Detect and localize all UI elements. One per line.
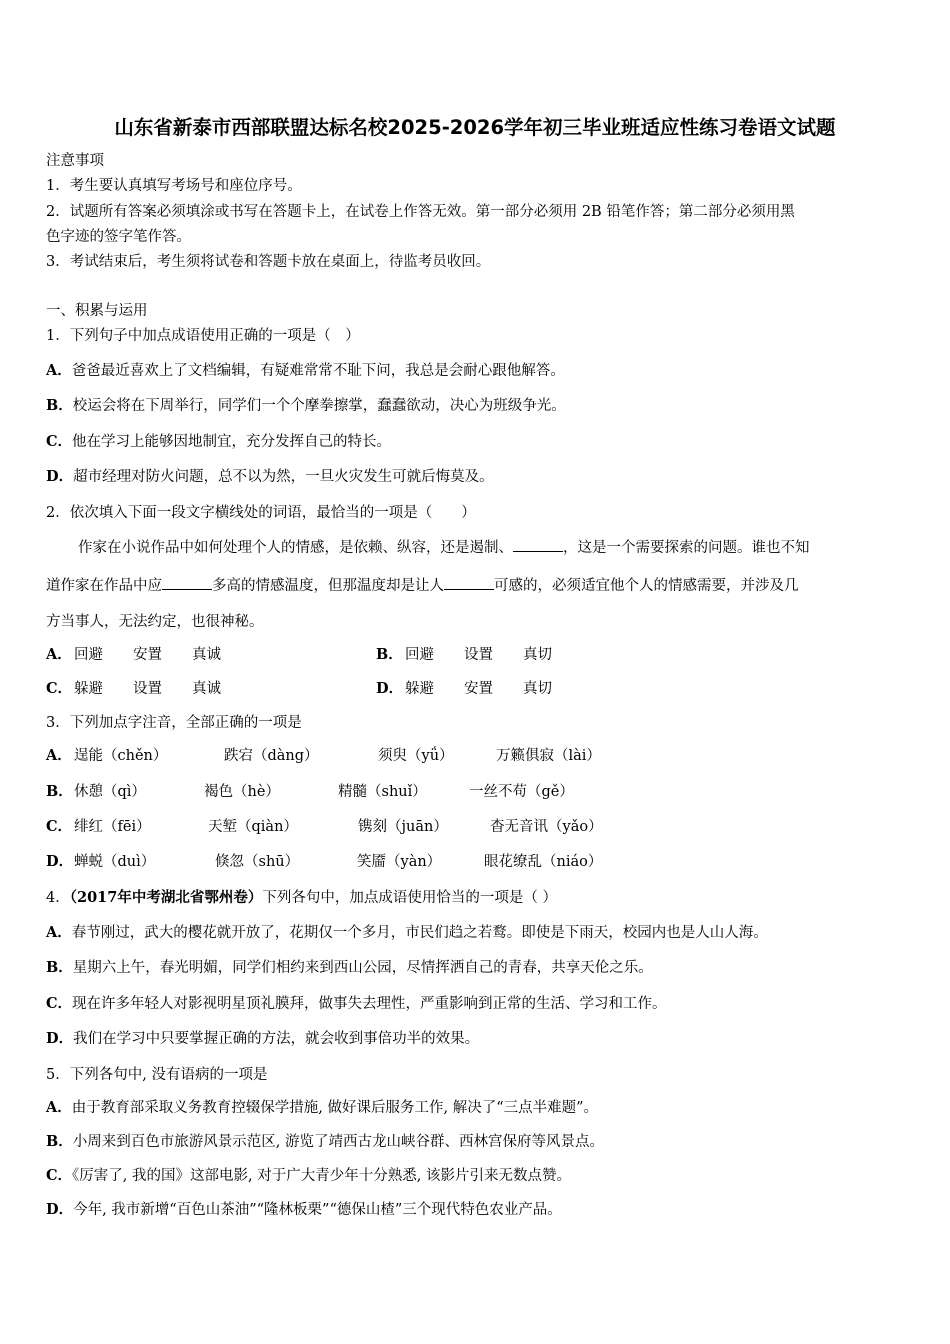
option-word: 回避 <box>405 647 434 663</box>
option-word: 真诚 <box>192 681 221 697</box>
option-label: C． <box>46 433 73 450</box>
option-row <box>46 396 566 416</box>
option-label: D． <box>46 1030 74 1047</box>
option-label: C． <box>46 818 73 835</box>
option-word: 躲避 <box>74 681 103 697</box>
option-label: D． <box>46 1201 74 1218</box>
passage-text: 道作家在作品中应 <box>46 578 162 594</box>
option-word: 杳无音讯（yǎo） <box>490 819 603 835</box>
option-text: 春节刚过，武大的樱花就开放了，花期仅一个多月，市民们趋之若鹜。即使是下雨天，校园内也是人山人海。 <box>71 925 768 941</box>
option-label: B． <box>46 397 73 414</box>
option-word: 跌宕（dàng） <box>224 748 319 764</box>
option-text: 超市经理对防火问题，总不以为然，一旦火灾发生可就后悔莫及。 <box>73 469 494 485</box>
option-row <box>46 1029 479 1049</box>
option-row <box>46 432 391 452</box>
passage-line <box>78 537 810 558</box>
option-row <box>46 923 768 943</box>
question-stem: 2．依次填入下面一段文字横线处的词语，最恰当的一项是（ ） <box>46 505 476 521</box>
notice-item: 1．考生要认真填写考场号和座位序号。 <box>46 178 302 194</box>
passage-text: 可感的，必须适宜他个人的情感需要，并涉及几 <box>494 578 799 594</box>
option-row <box>46 1166 571 1186</box>
option-word: 逞能（chěn） <box>74 748 168 764</box>
option-word: 褐色（hè） <box>204 784 280 800</box>
question-text: 下列各句中，加点成语使用恰当的一项是（ ） <box>262 890 557 906</box>
option-text: 校运会将在下周举行，同学们一个个摩拳擦掌，蠢蠢欲动，决心为班级争光。 <box>72 398 566 414</box>
option-word: 万籁俱寂（lài） <box>496 748 601 764</box>
option-label: A． <box>46 747 72 764</box>
passage-text: ，这是一个需要探索的问题。谁也不知 <box>563 540 810 556</box>
question-stem: 1．下列句子中加点成语使用正确的一项是（ ） <box>46 328 360 344</box>
page-title: 山东省新泰市西部联盟达标名校2025-2026学年初三毕业班适应性练习卷语文试题 <box>114 116 836 139</box>
option-label: B． <box>46 959 73 976</box>
option-text: 由于教育部采取义务教育控辍保学措施, 做好课后服务工作, 解决了“三点半难题”。 <box>71 1100 599 1116</box>
passage-text: 作家在小说作品中如何处理个人的情感，是依赖、纵容，还是遏制、 <box>78 540 513 556</box>
notice-heading: 注意事项 <box>46 153 104 169</box>
option-word: 天堑（qiàn） <box>208 819 298 835</box>
question-stem: 3．下列加点字注音，全部正确的一项是 <box>46 715 302 731</box>
question-stem <box>46 888 557 908</box>
option-label: C． <box>46 995 73 1012</box>
option-word: 蝉蜕（duì） <box>74 854 156 870</box>
option-word: 一丝不苟（gě） <box>469 784 574 800</box>
option-text: 现在许多年轻人对影视明星顶礼膜拜，做事失去理性，严重影响到正常的生活、学习和工作。 <box>72 996 667 1012</box>
option-word: 躲避 <box>405 681 434 697</box>
option-word: 精髓（shuǐ） <box>338 784 427 800</box>
option-row <box>46 1200 562 1220</box>
passage-line <box>46 575 799 596</box>
notice-item: 3．考试结束后，考生须将试卷和答题卡放在桌面上，待监考员收回。 <box>46 254 491 270</box>
option-row <box>46 1132 604 1152</box>
option-label: D． <box>46 853 74 870</box>
option-row <box>46 1098 598 1118</box>
option-word: 真诚 <box>192 647 221 663</box>
option-label: A． <box>46 362 72 379</box>
option-word: 回避 <box>74 647 103 663</box>
option-row <box>46 994 667 1014</box>
option-row <box>46 958 653 978</box>
option-word: 须臾（yǘ） <box>378 748 454 764</box>
option-word: 设置 <box>133 681 162 697</box>
option-label: D． <box>376 680 404 697</box>
option-label: B． <box>46 783 73 800</box>
option-text: 他在学习上能够因地制宜，充分发挥自己的特长。 <box>72 434 392 450</box>
section-heading: 一、积累与运用 <box>46 303 148 319</box>
question-stem: 5．下列各句中, 没有语病的一项是 <box>46 1067 268 1083</box>
fill-blank <box>513 537 563 552</box>
option-word: 安置 <box>464 681 493 697</box>
option-word: 绯红（fēi） <box>74 819 151 835</box>
option-text: 我们在学习中只要掌握正确的方法，就会收到事倍功半的效果。 <box>73 1031 480 1047</box>
option-word: 安置 <box>133 647 162 663</box>
option-word: 休憩（qì） <box>74 784 146 800</box>
option-label: C． <box>46 680 73 697</box>
option-row <box>46 361 565 381</box>
option-row <box>46 467 494 487</box>
option-label: A． <box>46 1099 72 1116</box>
option-text: 星期六上午，春光明媚，同学们相约来到西山公园，尽情挥洒自己的青春，共享天伦之乐。 <box>72 960 653 976</box>
option-text: 小周来到百色市旅游风景示范区, 游览了靖西古龙山峡谷群、西林宫保府等风景点。 <box>72 1134 604 1150</box>
question-number: 4． <box>46 890 70 906</box>
option-word: 真切 <box>523 647 552 663</box>
option-text: 《厉害了, 我的国》这部电影, 对于广大青少年十分熟悉, 该影片引来无数点赞。 <box>72 1168 571 1184</box>
option-label: A． <box>46 924 72 941</box>
option-text: 爸爸最近喜欢上了文档编辑，有疑难常常不耻下问，我总是会耐心跟他解答。 <box>71 363 565 379</box>
option-word: 镌刻（juān） <box>358 819 448 835</box>
fill-blank <box>444 575 494 590</box>
option-label: B． <box>46 1133 73 1150</box>
notice-item: 2．试题所有答案必须填涂或书写在答题卡上，在试卷上作答无效。第一部分必须用 2B 铅笔作答；第二部分必须用黑 <box>46 204 795 220</box>
option-word: 设置 <box>464 647 493 663</box>
option-label: D． <box>46 468 74 485</box>
option-text: 今年, 我市新增“百色山茶油”“隆林板栗”“德保山楂”三个现代特色农业产品。 <box>73 1202 562 1218</box>
question-source: （2017年中考湖北省鄂州卷） <box>69 889 263 906</box>
option-word: 倏忽（shū） <box>215 854 300 870</box>
passage-text: 多高的情感温度，但那温度却是让人 <box>212 578 444 594</box>
option-word: 真切 <box>523 681 552 697</box>
notice-item: 色字迹的签字笔作答。 <box>46 229 191 245</box>
option-label: A． <box>46 646 72 663</box>
option-word: 眼花缭乱（niáo） <box>484 854 603 870</box>
fill-blank <box>162 575 212 590</box>
passage-line: 方当事人，无法约定，也很神秘。 <box>46 614 264 630</box>
option-word: 笑靥（yàn） <box>357 854 442 870</box>
option-label: B． <box>376 646 403 663</box>
option-label: C． <box>46 1167 73 1184</box>
